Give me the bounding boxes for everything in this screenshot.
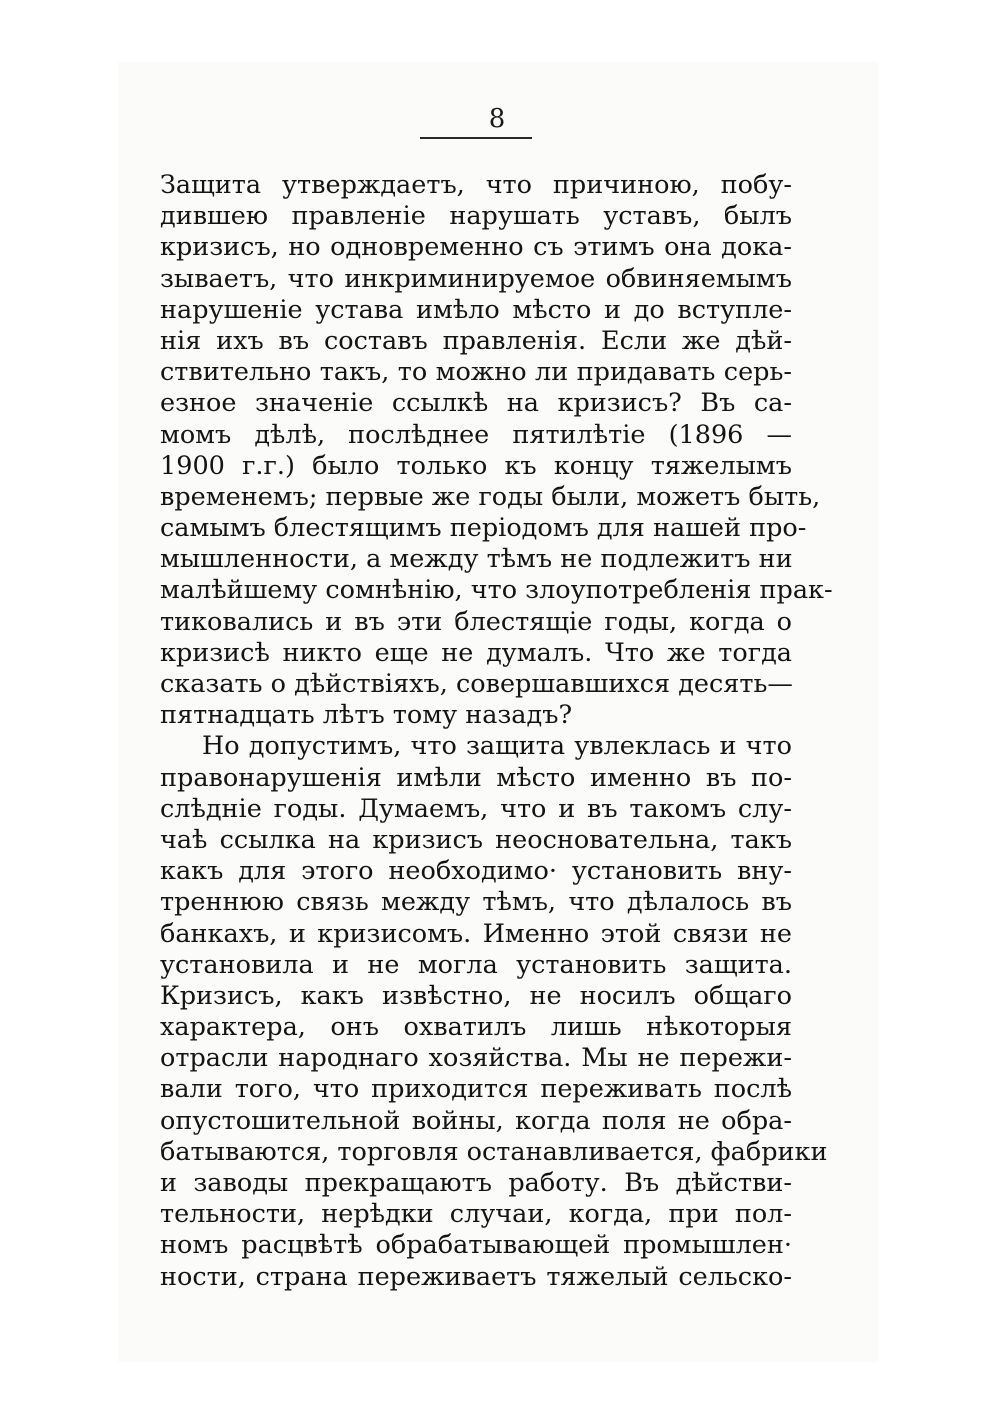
text-line: номъ расцвѣтѣ обрабатывающей промышлен· bbox=[160, 1230, 792, 1261]
text-line: правонарушенія имѣли мѣсто именно въ по- bbox=[160, 762, 792, 793]
text-line: характера, онъ охватилъ лишь нѣкоторыя bbox=[160, 1012, 792, 1043]
text-line: дившею правленіе нарушать уставъ, былъ bbox=[160, 201, 792, 232]
text-line: отрасли народнаго хозяйства. Мы не пережи- bbox=[160, 1043, 792, 1074]
text-line: ности, страна переживаетъ тяжелый сельско- bbox=[160, 1261, 792, 1292]
text-line: кризисъ, но одновременно съ этимъ она дока- bbox=[160, 232, 792, 263]
text-line: 1900 г.г.) было только къ концу тяжелымъ bbox=[160, 450, 792, 481]
text-line: нарушеніе устава имѣло мѣсто и до вступле- bbox=[160, 294, 792, 325]
text-line: какъ для этого необходимо· установить вну- bbox=[160, 856, 792, 887]
text-line: слѣдніе годы. Думаемъ, что и въ такомъ слу- bbox=[160, 793, 792, 824]
text-line: Защита утверждаетъ, что причиною, побу- bbox=[160, 170, 792, 200]
text-line: чаѣ ссылка на кризисъ неосновательна, такъ bbox=[160, 824, 792, 855]
text-line: сказать о дѣйствіяхъ, совершавшихся десять— bbox=[160, 669, 793, 699]
text-line: вали того, что приходится переживать послѣ bbox=[160, 1074, 792, 1105]
text-line: Кризисъ, какъ извѣстно, не носилъ общаго bbox=[160, 980, 792, 1011]
text-line: банкахъ, и кризисомъ. Именно этой связи не bbox=[160, 918, 792, 949]
text-line: батываются, торговля останавливается, фабрики bbox=[160, 1136, 828, 1167]
text-line: самымъ блестящимъ періодомъ для нашей про- bbox=[160, 513, 807, 544]
text-line: зываетъ, что инкриминируемое обвиняемымъ bbox=[160, 263, 792, 294]
text-line: тиковались и въ эти блестящіе годы, когда о bbox=[160, 606, 792, 637]
page-number: 8 bbox=[488, 104, 506, 134]
text-line: и заводы прекращаютъ работу. Въ дѣйстви- bbox=[160, 1168, 792, 1198]
text-line: момъ дѣлѣ, послѣднее пятилѣтіе (1896 — bbox=[160, 419, 792, 450]
text-line: кризисѣ никто еще не думалъ. Что же тогда bbox=[160, 637, 792, 668]
text-line: езное значеніе ссылкѣ на кризисъ? Въ са- bbox=[160, 388, 792, 419]
text-line: временемъ; первые же годы были, можетъ быть, bbox=[160, 481, 821, 512]
text-line: ствительно такъ, то можно ли придавать серь- bbox=[160, 357, 792, 388]
text-line: опустошительной войны, когда поля не обра- bbox=[160, 1105, 792, 1136]
text-line: Но допустимъ, что защита увлеклась и что bbox=[202, 731, 792, 762]
text-line: малѣйшему сомнѣнію, что злоупотребленія прак- bbox=[160, 575, 833, 606]
text-line: треннюю связь между тѣмъ, что дѣлалось въ bbox=[160, 887, 792, 918]
text-line: мышленности, а между тѣмъ не подлежитъ ни bbox=[160, 544, 793, 575]
text-line: нія ихъ въ составъ правленія. Если же дѣй- bbox=[160, 325, 792, 356]
text-line: установила и не могла установить защита. bbox=[160, 949, 792, 980]
page-header bbox=[0, 104, 1000, 134]
paragraph bbox=[160, 170, 833, 731]
paragraph bbox=[160, 731, 828, 1292]
text-line: тельности, нерѣдки случаи, когда, при пол- bbox=[160, 1199, 792, 1230]
text-line: пятнадцать лѣтъ тому назадъ? bbox=[160, 700, 573, 731]
text-column bbox=[160, 170, 833, 1293]
header-rule bbox=[420, 137, 532, 139]
